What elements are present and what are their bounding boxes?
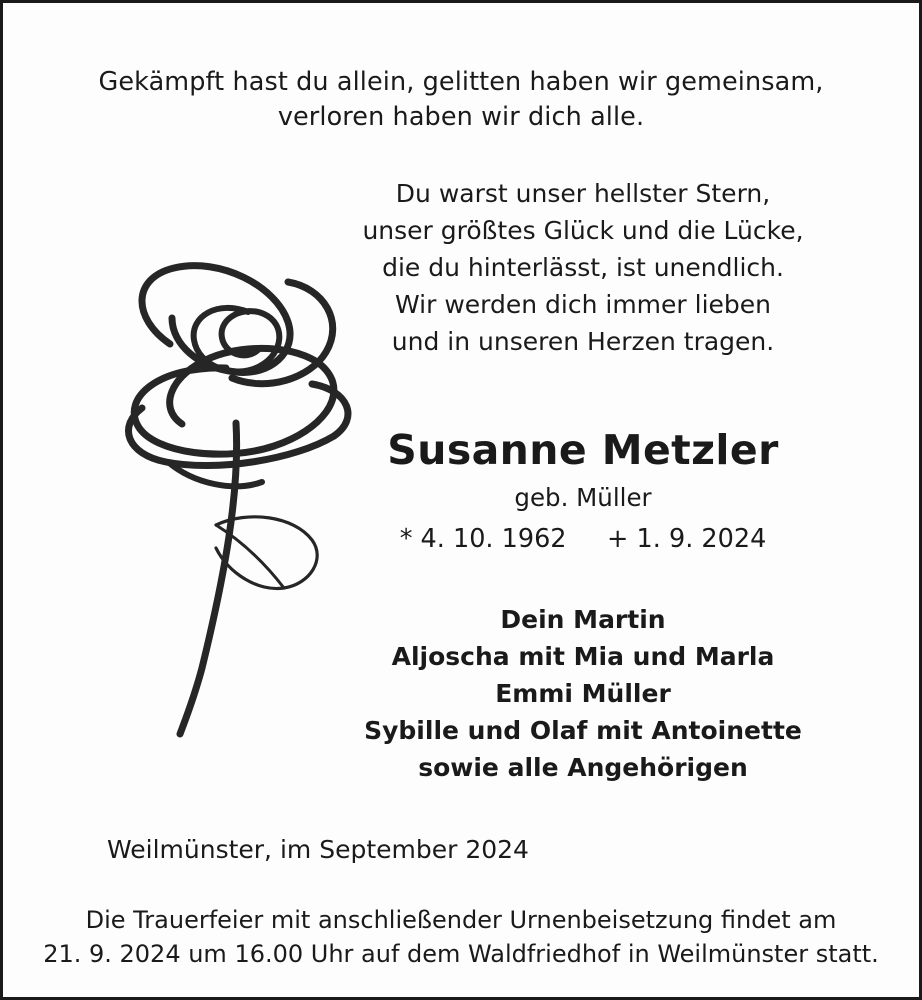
deceased-maiden-name: geb. Müller (514, 483, 652, 513)
service-note (3, 903, 919, 971)
poem-top-line: Gekämpft hast du allein, gelitten haben wir gemeinsam, (98, 67, 824, 97)
poem-second (303, 175, 863, 360)
poem-second-line: Wir werden dich immer lieben (394, 290, 772, 319)
poem-second-line: die du hinterlässt, ist unendlich. (382, 253, 784, 282)
list-item: Dein Martin (500, 605, 666, 634)
list-item: sowie alle Angehörigen (418, 753, 748, 782)
list-item: Sybille und Olaf mit Antoinette (364, 716, 802, 745)
list-item: Aljoscha mit Mia und Marla (391, 642, 775, 671)
deceased-name: Susanne Metzler (387, 426, 779, 474)
poem-top-line: verloren haben wir dich alle. (277, 102, 645, 133)
poem-second-line: Du warst unser hellster Stern, (395, 179, 771, 208)
poem-top (3, 65, 919, 135)
poem-second-line: und in unseren Herzen tragen. (391, 327, 775, 356)
service-note-line: 21. 9. 2024 um 16.00 Uhr auf dem Waldfriedhof in Weilmünster statt. (43, 940, 879, 969)
mourners-list (283, 601, 883, 786)
poem-second-line: unser größtes Glück und die Lücke, (362, 216, 804, 245)
place-and-date: Weilmünster, im September 2024 (107, 835, 529, 864)
rose-icon (98, 248, 358, 738)
service-note-line: Die Trauerfeier mit anschließender Urnenbeisetzung findet am (85, 906, 837, 934)
deceased-block (303, 428, 863, 555)
deceased-dates: * 4. 10. 1962 + 1. 9. 2024 (399, 524, 767, 555)
list-item: Emmi Müller (495, 679, 671, 708)
card-inner (3, 3, 919, 997)
